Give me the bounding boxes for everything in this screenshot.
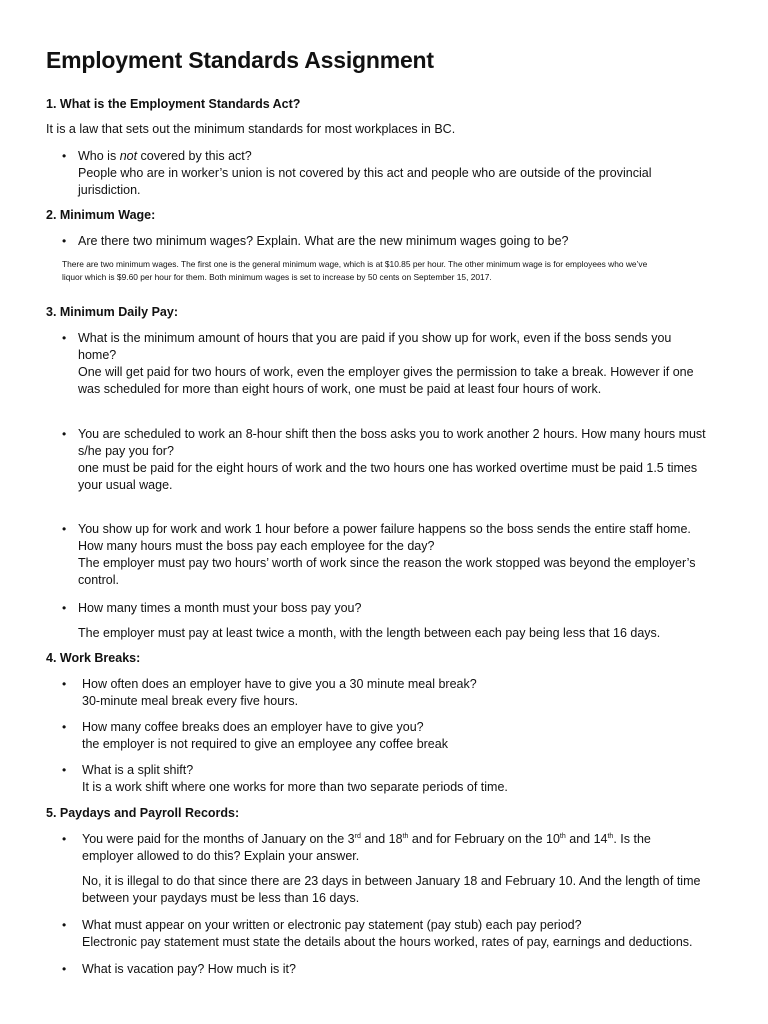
question-line: What is a split shift? [82, 763, 194, 777]
bullet-icon: • [62, 763, 67, 777]
section-1-question-1 [62, 148, 722, 199]
answer-line: It is a work shift where one works for more than two separate periods of time. [82, 780, 508, 794]
section-5-heading: 5. Paydays and Payroll Records: [46, 806, 240, 820]
question-line: You were paid for the months of January on the 3rd and 18th and for February on the 10th and 14th. Is the [82, 832, 651, 846]
section-3-question-4 [62, 600, 722, 617]
answer-line: 30-minute meal break every five hours. [82, 694, 299, 708]
answer-line: jurisdiction. [78, 183, 141, 197]
answer-line: The employer must pay at least twice a month, with the length between each pay being less that 16 days. [78, 626, 661, 640]
question-line: s/he pay you for? [78, 444, 174, 458]
section-5-question-1 [62, 831, 722, 907]
section-1-answer: It is a law that sets out the minimum standards for most workplaces in BC. [46, 122, 456, 136]
question-line: home? [78, 348, 117, 362]
section-3-question-2 [62, 426, 722, 494]
bullet-icon: • [62, 720, 67, 734]
section-5-question-3 [62, 961, 722, 978]
question-line: How many hours must the boss pay each employee for the day? [78, 539, 435, 553]
section-2-question-1 [62, 233, 722, 250]
question-line: You show up for work and work 1 hour before a power failure happens so the boss sends the entire staff home. [78, 522, 691, 536]
answer-line: There are two minimum wages. The first one is the general minimum wage, which is at $10.85 per hour. The other minimum wage is for employees who we’ve [62, 259, 648, 269]
question-line: What must appear on your written or electronic pay statement (pay stub) each pay period? [82, 918, 582, 932]
section-3-heading: 3. Minimum Daily Pay: [46, 305, 178, 319]
answer-line: The employer must pay two hours’ worth of work since the reason the work stopped was beyond the employer’s [78, 556, 696, 570]
answer-line: People who are in worker’s union is not covered by this act and people who are outside of the provincial [78, 166, 652, 180]
answer-line: No, it is illegal to do that since there are 23 days in between January 18 and February 10. And the length of time [82, 874, 701, 888]
section-4-question-1 [62, 676, 722, 710]
answer-line: one must be paid for the eight hours of work and the two hours one has worked overtime must be paid 1.5 times [78, 461, 698, 475]
section-5-question-2 [62, 917, 722, 951]
question-line: How many coffee breaks does an employer have to give you? [82, 720, 424, 734]
answer-line: Electronic pay statement must state the details about the hours worked, rates of pay, earnings and deductions. [82, 935, 693, 949]
document-title: Employment Standards Assignment [46, 47, 434, 73]
section-4-question-2 [62, 719, 722, 753]
question-text: Who is not covered by this act? [78, 149, 252, 163]
bullet-icon: • [62, 149, 67, 163]
section-3-answer-4 [62, 625, 722, 642]
bullet-icon: • [62, 677, 67, 691]
section-3-question-3 [62, 521, 722, 589]
section-4-question-3 [62, 762, 722, 796]
answer-line: liquor which is $9.60 per hour for them. Both minimum wages is set to increase by 50 cents on September 15, 2017. [62, 271, 492, 282]
bullet-icon: • [62, 522, 67, 536]
section-1-heading: 1. What is the Employment Standards Act? [46, 97, 301, 111]
question-text: What is vacation pay? How much is it? [82, 962, 296, 976]
question-line: What is the minimum amount of hours that you are paid if you show up for work, even if the boss sends you [78, 331, 672, 345]
bullet-icon: • [62, 832, 67, 846]
bullet-icon: • [62, 427, 67, 441]
bullet-icon: • [62, 918, 67, 932]
question-text: How many times a month must your boss pay you? [78, 601, 362, 615]
question-line: How often does an employer have to give you a 30 minute meal break? [82, 677, 477, 691]
question-line: employer allowed to do this? Explain your answer. [82, 849, 360, 863]
question-text: Are there two minimum wages? Explain. What are the new minimum wages going to be? [78, 234, 569, 248]
answer-line: the employer is not required to give an employee any coffee break [82, 737, 448, 751]
answer-line: control. [78, 573, 119, 587]
bullet-icon: • [62, 601, 67, 615]
answer-line: between your paydays must be less than 16 days. [82, 891, 360, 905]
answer-line: was scheduled for more than eight hours of work, one must be paid at least four hours of work. [78, 382, 602, 396]
section-2-heading: 2. Minimum Wage: [46, 208, 156, 222]
bullet-icon: • [62, 234, 67, 248]
section-2-answer [62, 258, 722, 283]
section-4-heading: 4. Work Breaks: [46, 651, 141, 665]
bullet-icon: • [62, 331, 67, 345]
answer-line: One will get paid for two hours of work, even the employer gives the permission to take a break. However if one [78, 365, 694, 379]
answer-line: your usual wage. [78, 478, 173, 492]
section-3-question-1 [62, 330, 722, 398]
bullet-icon: • [62, 962, 67, 976]
question-line: You are scheduled to work an 8-hour shift then the boss asks you to work another 2 hours. How many hours must [78, 427, 706, 441]
